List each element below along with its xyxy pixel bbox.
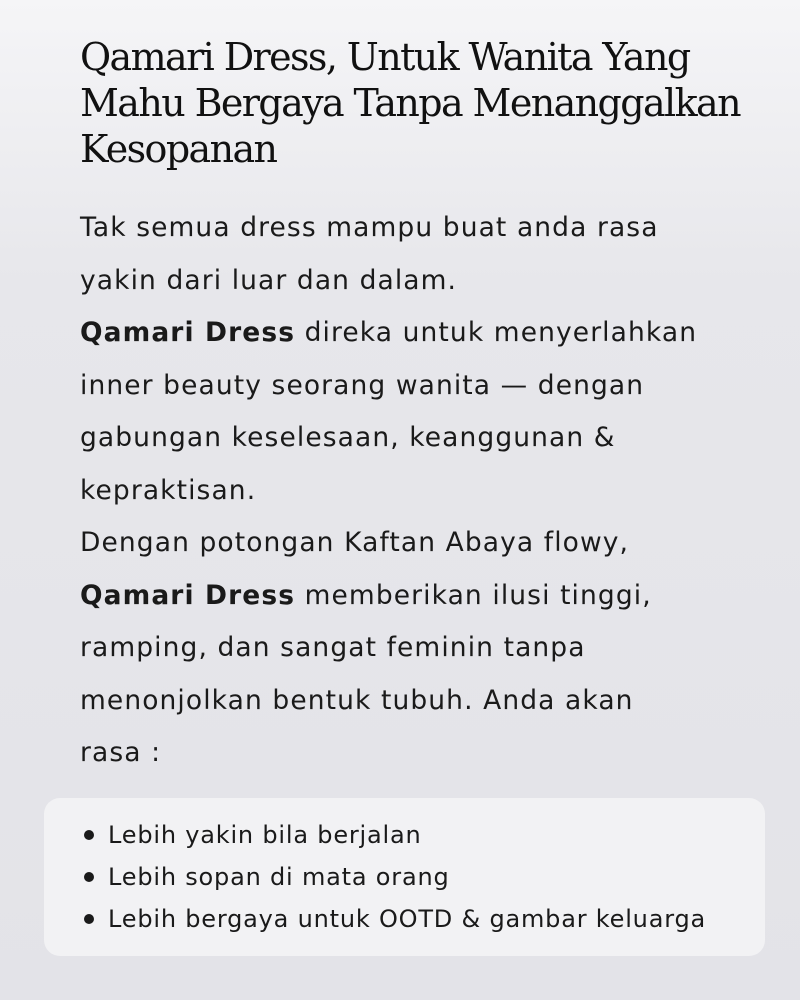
benefits-list bbox=[80, 814, 706, 940]
description-line-text: memberikan ilusi tinggi, bbox=[295, 579, 652, 611]
description-line-text: yakin dari luar dan dalam. bbox=[80, 264, 458, 296]
benefit-text: Lebih bergaya untuk OOTD & gambar keluarga bbox=[108, 905, 706, 933]
headline-line: Qamari Dress, Untuk Wanita Yang bbox=[80, 35, 690, 79]
benefits-box bbox=[44, 798, 765, 956]
bullet-dot-icon bbox=[84, 830, 94, 840]
description-line bbox=[80, 202, 740, 255]
description-line bbox=[80, 622, 740, 675]
product-name-highlight: Qamari Dress bbox=[80, 317, 296, 348]
description-line bbox=[80, 517, 740, 570]
description-line bbox=[80, 675, 740, 728]
description-line bbox=[80, 360, 740, 413]
benefit-item bbox=[80, 898, 706, 940]
description-line bbox=[80, 412, 740, 465]
description-line-text: rasa : bbox=[80, 737, 162, 768]
description-line-text: kepraktisan. bbox=[80, 474, 257, 506]
bullet-dot-icon bbox=[84, 872, 94, 882]
benefit-text: Lebih yakin bila berjalan bbox=[108, 821, 422, 849]
benefit-item bbox=[80, 856, 706, 898]
description-line-text: menonjolkan bentuk tubuh. Anda akan bbox=[80, 684, 634, 716]
headline-line: Kesopanan bbox=[80, 127, 277, 171]
description-line-text: direka untuk menyerlahkan bbox=[295, 317, 698, 348]
headline bbox=[80, 34, 760, 172]
description-line bbox=[80, 307, 740, 360]
description-line bbox=[80, 255, 740, 308]
description-line-text: gabungan keselesaan, keanggunan & bbox=[80, 422, 616, 453]
description-line bbox=[80, 465, 740, 518]
description-line-text: Tak semua dress mampu buat anda rasa bbox=[80, 212, 659, 243]
bullet-dot-icon bbox=[84, 914, 94, 924]
description-paragraph bbox=[80, 202, 740, 780]
benefit-item bbox=[80, 814, 706, 856]
product-name-highlight: Qamari Dress bbox=[80, 579, 296, 611]
description-line bbox=[80, 727, 740, 780]
description-line bbox=[80, 570, 740, 623]
description-line-text: Dengan potongan Kaftan Abaya flowy, bbox=[80, 527, 630, 558]
benefit-text: Lebih sopan di mata orang bbox=[108, 863, 450, 891]
description-line-text: ramping, dan sangat feminin tanpa bbox=[80, 632, 586, 663]
headline-line: Mahu Bergaya Tanpa Menanggalkan bbox=[80, 81, 740, 125]
description-line-text: inner beauty seorang wanita — dengan bbox=[80, 369, 645, 401]
